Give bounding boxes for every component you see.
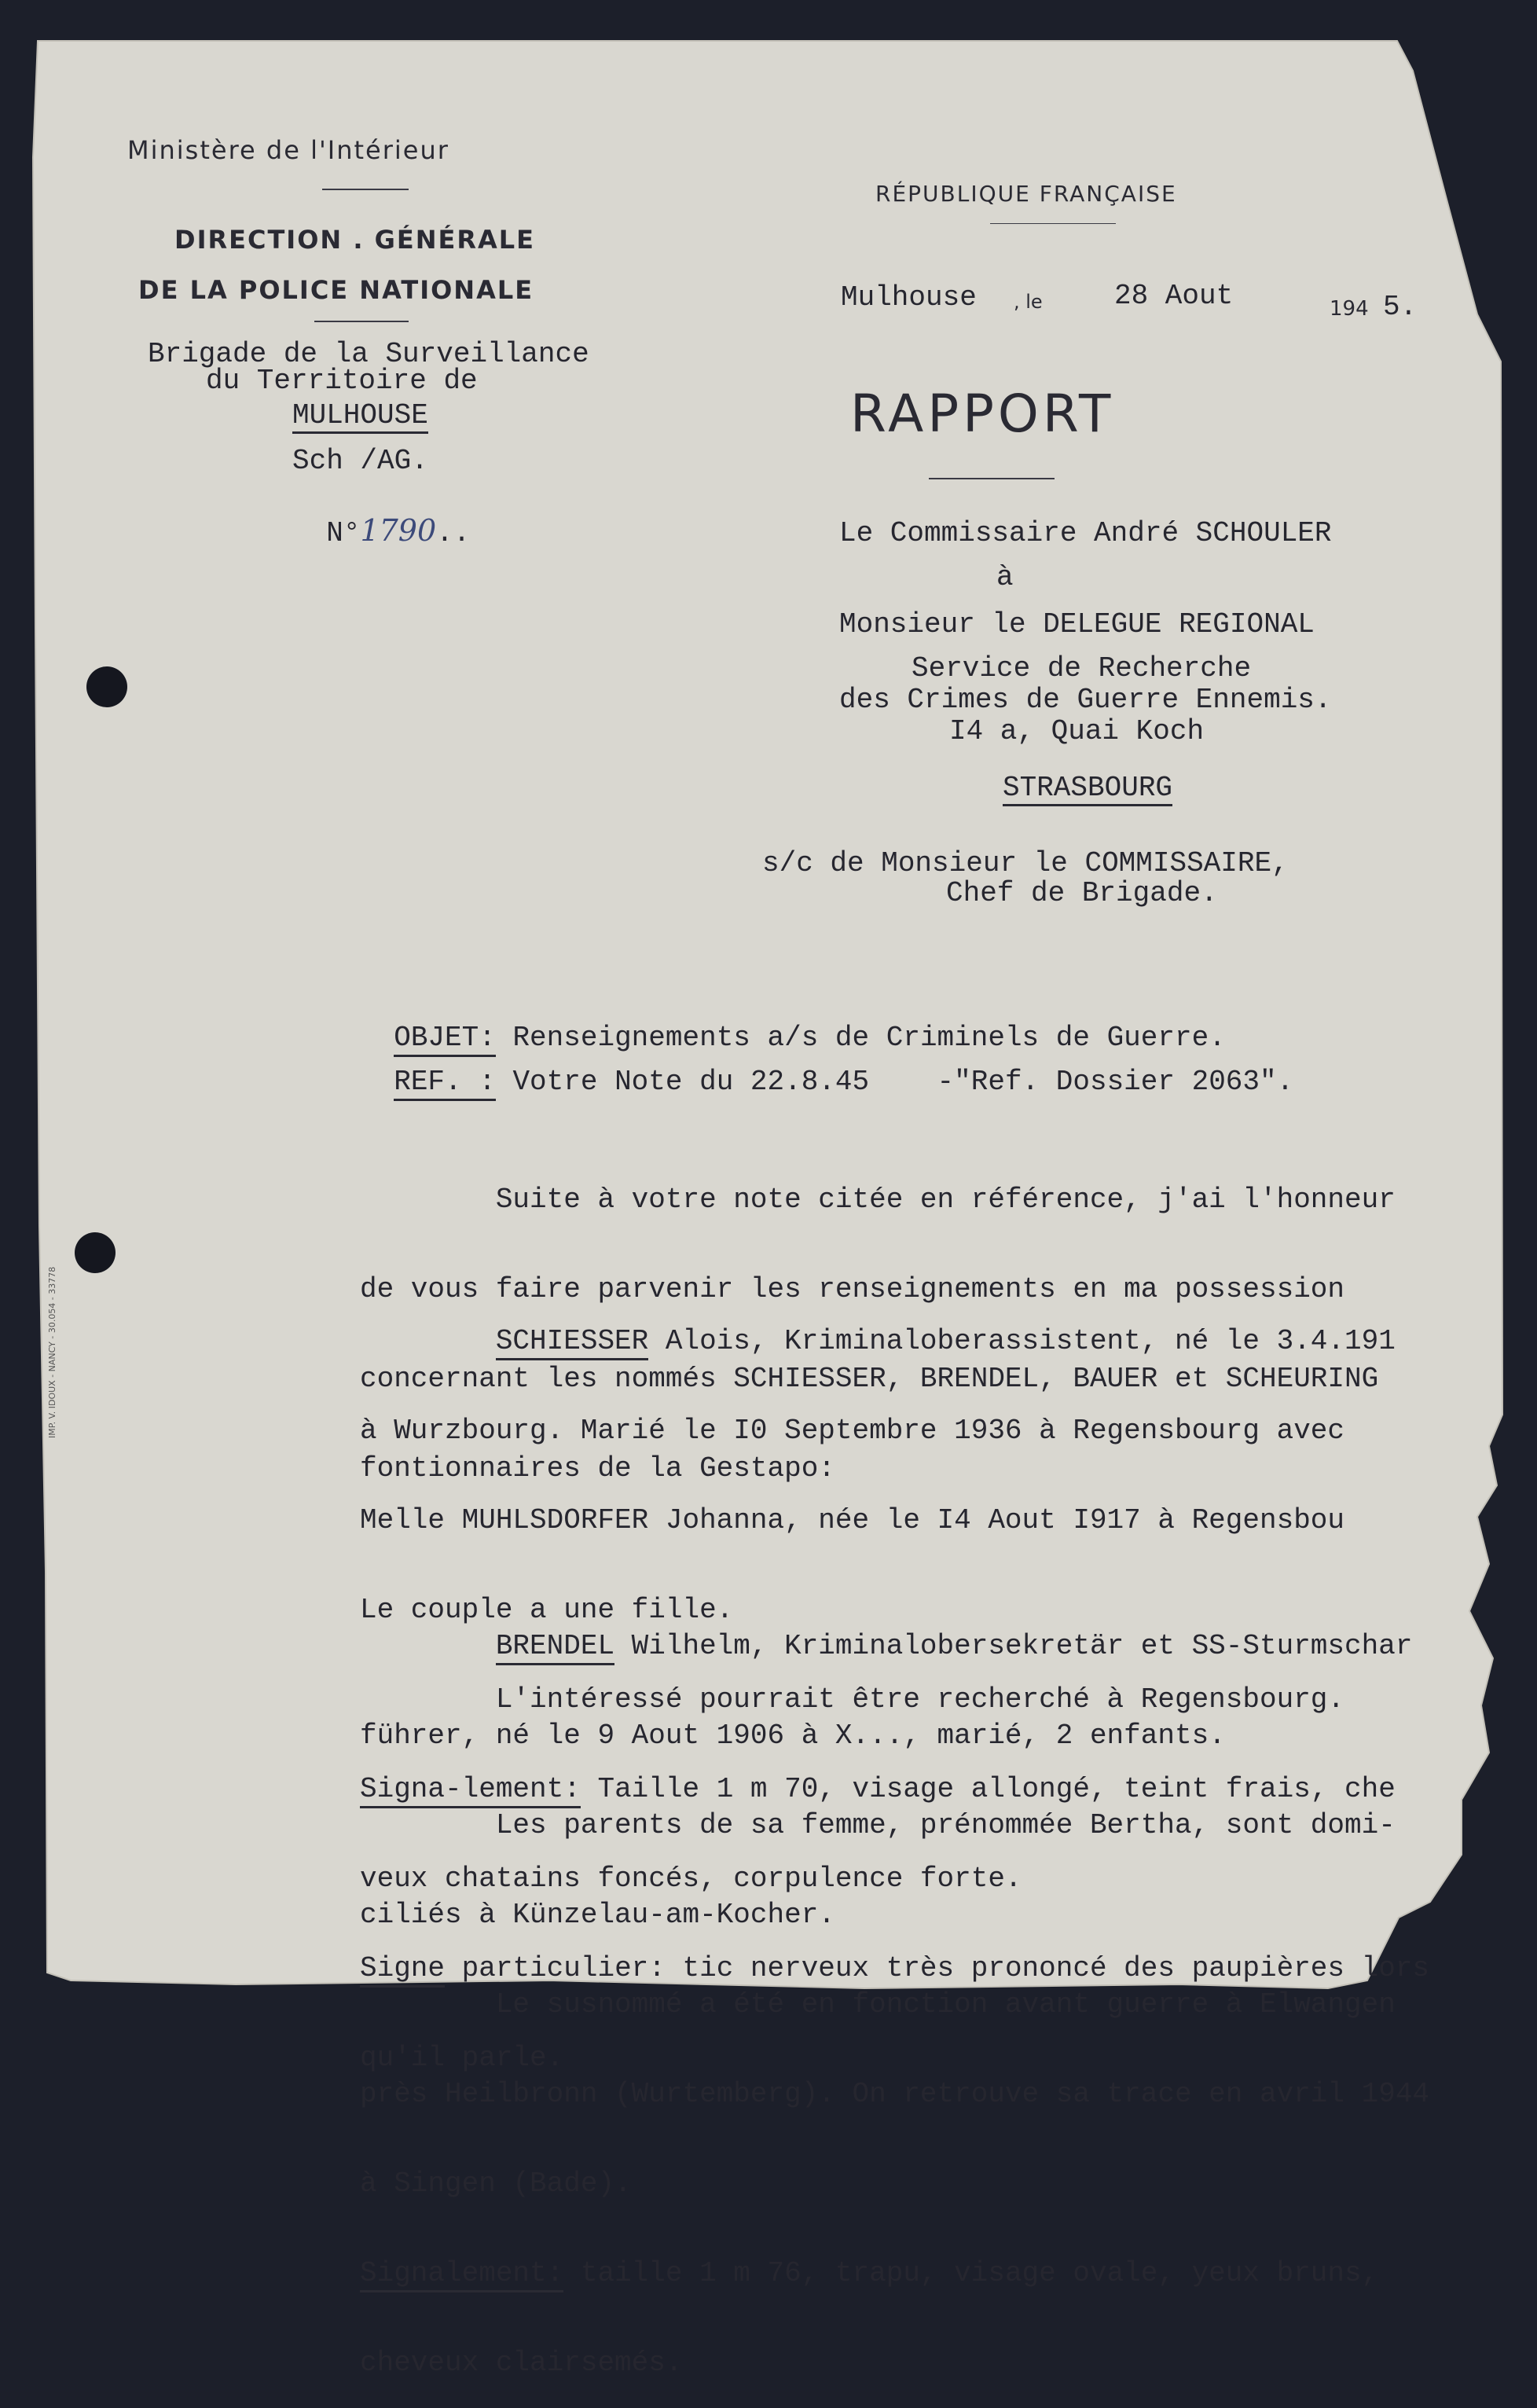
text-line: de vous faire parvenir les renseignements en ma possession <box>360 1273 1345 1305</box>
via-line2: Chef de Brigade. <box>946 877 1218 909</box>
service-address: I4 a, Quai Koch <box>949 715 1205 747</box>
text-line: cheveux clairsemés. <box>360 2347 683 2379</box>
text-line <box>360 2259 1429 2289</box>
text-line <box>360 1327 1429 1356</box>
direction-title-line1: DIRECTION . GÉNÉRALE <box>174 225 536 255</box>
title-underline <box>929 478 1055 479</box>
text-line: à Wurzbourg. Marié le I0 Septembre 1936 à Regensbourg avec <box>360 1415 1345 1447</box>
person-name: SCHIESSER <box>496 1325 648 1360</box>
punch-hole <box>86 666 127 707</box>
date-le: , le <box>1014 291 1043 313</box>
particular-sign-label: Signe <box>360 1952 445 1988</box>
person-details: Wilhelm, Kriminalobersekretär et SS-Sturmschar <box>614 1630 1413 1662</box>
text-line: à Singen (Bade). <box>360 2168 632 2200</box>
text-line: L'intéressé pourrait être recherché à Regensbourg. <box>360 1683 1345 1716</box>
brigade-line2: du Territoire de <box>206 365 478 397</box>
date-day-month: 28 Aout <box>1114 280 1234 312</box>
subject-label: OBJET: <box>394 1022 496 1057</box>
recipient-city: STRASBOURG <box>1003 773 1172 806</box>
person-details: Alois, Kriminaloberassistent, né le 3.4.191 <box>648 1325 1396 1357</box>
text-line: führer, né le 9 Aout 1906 à X..., marié, 2 enfants. <box>360 1720 1226 1752</box>
text-line: ciliés à Künzelau-am-Kocher. <box>360 1899 835 1931</box>
signalement-label: Signalement: <box>360 2257 563 2292</box>
reference-initials: Sch /AG. <box>292 445 428 477</box>
recipient: Monsieur le DELEGUE REGIONAL <box>839 608 1315 641</box>
text-line: Suite à votre note citée en référence, j'ai l'honneur <box>360 1184 1396 1216</box>
date-year-prefix: 194 <box>1330 297 1369 321</box>
handwritten-number: 1790 <box>360 513 437 548</box>
brendel-section <box>360 1572 1429 2408</box>
text-line: près Heilbronn (Wurtemberg). On retrouve sa trace en avril 1944 <box>360 2078 1430 2110</box>
person-name: BRENDEL <box>496 1630 614 1665</box>
margin-print: IMP. V. IDOUX - NANCY - 30.054 - 33778 <box>47 1266 57 1438</box>
republic-title: RÉPUBLIQUE FRANÇAISE <box>875 181 1177 207</box>
ministry-name: Ministère de l'Intérieur <box>127 135 449 165</box>
text-line: fontionnaires de la Gestapo: <box>360 1452 835 1485</box>
reference-text: Votre Note du 22.8.45 -"Ref. Dossier 2063". <box>512 1066 1294 1098</box>
text-line: Le couple a une fille. <box>360 1594 734 1626</box>
via-line1: s/c de Monsieur le COMMISSAIRE, <box>762 847 1289 879</box>
text-line: concernant les nommés SCHIESSER, BRENDEL, BAUER et SCHEURING <box>360 1363 1379 1395</box>
brigade-city: MULHOUSE <box>292 401 428 434</box>
signalement-text: taille 1 m 76, trapu, visage ovale, yeux bruns, <box>563 2257 1379 2289</box>
brigade-line1: Brigade de la Surveillance <box>148 338 589 370</box>
to-word: à <box>996 561 1014 593</box>
registration-number <box>292 486 470 549</box>
number-prefix: N° <box>326 517 361 549</box>
signalement-label: Signa-lement: <box>360 1773 581 1808</box>
reference-label: REF. : <box>394 1066 496 1101</box>
divider <box>322 189 409 190</box>
particular-sign-text: particulier: tic nerveux très prononcé des paupières lors <box>445 1952 1430 1984</box>
date-place: Mulhouse <box>841 281 977 314</box>
subject-text: Renseignements a/s de Criminels de Guerre. <box>512 1022 1226 1054</box>
text-line: qu'il parle. <box>360 2042 564 2074</box>
sender: Le Commissaire André SCHOULER <box>839 517 1332 549</box>
text-line: Les parents de sa femme, prénommée Bertha, sont domi- <box>360 1809 1396 1841</box>
text-line <box>360 1632 1429 1661</box>
text-line: Le susnommé a été en fonction avant guerre à Elwangen <box>360 1988 1396 2021</box>
text-line: veux chatains foncés, corpulence forte. <box>360 1863 1022 1895</box>
text-line: Melle MUHLSDORFER Johanna, née le I4 Aout I917 à Regensbou <box>360 1504 1345 1536</box>
signalement-text: Taille 1 m 70, visage allongé, teint frais, che <box>580 1773 1396 1805</box>
divider <box>314 321 409 322</box>
punch-hole <box>75 1232 116 1273</box>
date-year-suffix: 5. <box>1383 291 1418 323</box>
number-suffix: .. <box>436 517 471 549</box>
service-line1: Service de Recherche <box>912 652 1252 685</box>
reference-line <box>360 1037 1293 1097</box>
document-title: RAPPORT <box>850 384 1115 444</box>
service-line2: des Crimes de Guerre Ennemis. <box>839 684 1332 716</box>
divider <box>990 223 1116 224</box>
direction-title-line2: DE LA POLICE NATIONALE <box>138 275 534 305</box>
